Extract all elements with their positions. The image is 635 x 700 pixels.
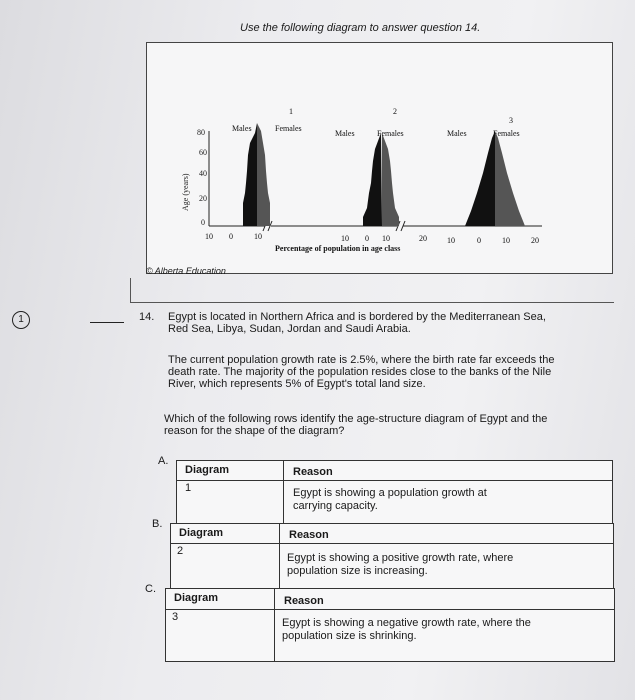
option-c-table[interactable] (165, 588, 615, 662)
svg-text:10: 10 (447, 236, 455, 245)
age-structure-diagram (147, 43, 612, 273)
sex-label-females: Females (377, 129, 404, 138)
sex-label-males: Males (335, 129, 355, 138)
option-b-letter: B. (152, 518, 163, 530)
reason-header: Reason (284, 595, 324, 607)
reason-header: Reason (289, 529, 329, 541)
y-tick-label: 20 (199, 194, 207, 203)
option-c-letter: C. (145, 583, 156, 595)
pyramid-2-females (382, 133, 399, 226)
image-credit: © Alberta Education (146, 266, 226, 276)
reason-text: Egypt is showing a negative growth rate, where the population size is shrinking. (282, 617, 531, 642)
svg-text:0: 0 (229, 232, 233, 241)
instruction-text: Use the following diagram to answer question 14. (240, 22, 481, 34)
pyramid-number: 2 (393, 107, 397, 116)
diagram-number: 2 (177, 545, 184, 557)
y-tick-label: 0 (201, 218, 205, 227)
sex-label-males: Males (447, 129, 467, 138)
option-b-table[interactable] (170, 523, 614, 595)
diagram-number: 1 (185, 482, 192, 494)
pyramid-1-males (243, 123, 257, 226)
diagram-number: 3 (172, 611, 179, 623)
age-structure-figure (146, 42, 613, 274)
y-tick-label: 60 (199, 148, 207, 157)
option-a-letter: A. (158, 455, 169, 467)
pyramid-number: 3 (509, 116, 513, 125)
svg-text:10: 10 (502, 236, 510, 245)
reason-text: Egypt is showing a population growth at carrying capacity. (293, 487, 487, 512)
reason-header: Reason (293, 466, 333, 478)
y-tick-label: 80 (197, 128, 205, 137)
svg-text:20: 20 (419, 234, 427, 243)
diagram-header: Diagram (179, 527, 224, 539)
pyramid-2 (363, 133, 399, 226)
svg-text:0: 0 (365, 234, 369, 243)
svg-text:10: 10 (254, 232, 262, 241)
option-a-table[interactable] (176, 460, 613, 526)
pyramid-1 (243, 123, 270, 226)
diagram-header: Diagram (185, 464, 230, 476)
svg-text:10: 10 (341, 234, 349, 243)
svg-text:10: 10 (382, 234, 390, 243)
svg-text:20: 20 (531, 236, 539, 245)
question-paragraph-1: Egypt is located in Northern Africa and is bordered by the Mediterranean Sea, Red Sea, Libya, Sudan, Jordan and Saudi Arabia. (168, 311, 546, 335)
pyramid-3-males (465, 131, 495, 226)
pyramid-1-females (257, 123, 270, 226)
sex-label-females: Females (275, 124, 302, 133)
pyramid-2-males (363, 133, 382, 226)
svg-text:0: 0 (477, 236, 481, 245)
diagram-header: Diagram (174, 592, 219, 604)
reason-text: Egypt is showing a positive growth rate, where population size is increasing. (287, 552, 514, 577)
sex-label-females: Females (493, 129, 520, 138)
y-axis-label: Age (years) (181, 173, 190, 211)
x-axis-label: Percentage of population in age class (275, 244, 401, 253)
pyramid-3-females (495, 131, 525, 226)
answer-blank (90, 322, 124, 323)
figure-border (130, 278, 614, 303)
question-marker: 1 (12, 311, 30, 329)
question-number: 14. (139, 311, 155, 323)
svg-text:10: 10 (205, 232, 213, 241)
sex-label-males: Males (232, 124, 252, 133)
pyramid-number: 1 (289, 107, 293, 116)
pyramid-3 (465, 131, 525, 226)
question-prompt: Which of the following rows identify the age-structure diagram of Egypt and the reason for the shape of the diagram? (164, 413, 548, 437)
y-tick-label: 40 (199, 169, 207, 178)
question-paragraph-2: The current population growth rate is 2.5%, where the birth rate far exceeds the death rate. The majority of the population resides close to the banks of the Nile River, which represents 5% of Egypt's total land size. (168, 354, 555, 390)
